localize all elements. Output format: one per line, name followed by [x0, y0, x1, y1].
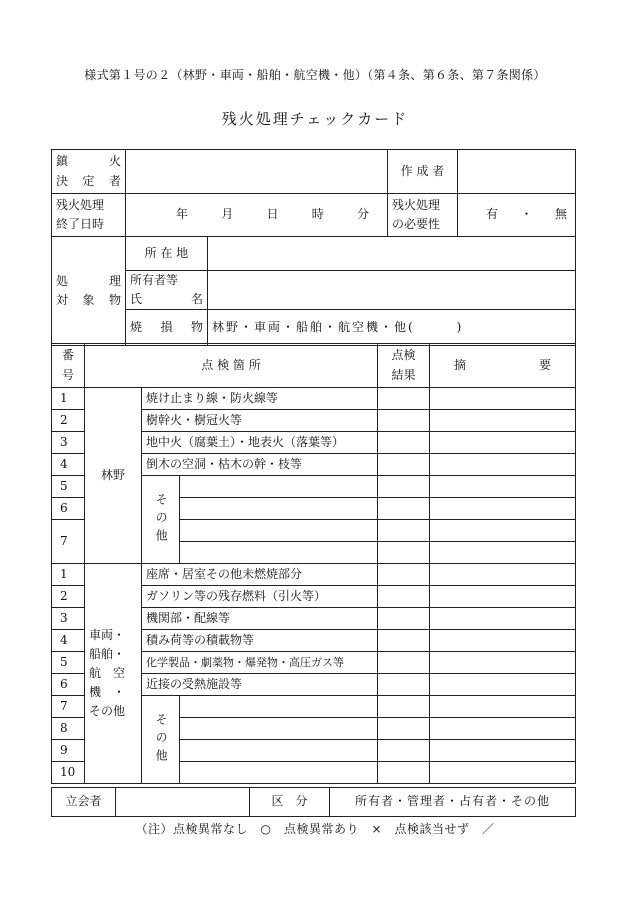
notes-cell[interactable]	[430, 718, 576, 740]
decider-label: 鎮 火 決 定 者	[52, 150, 126, 194]
result-cell[interactable]	[378, 498, 430, 520]
vehicle-item: ガソリン等の残存燃料（引火等）	[142, 586, 378, 608]
vehicle-group-label: 車両・ 船舶・ 航 空 機 ・ その他	[85, 564, 142, 784]
author-label: 作 成 者	[388, 150, 458, 194]
necessity-field[interactable]: 有 ・ 無	[458, 194, 576, 237]
forest-item: 樹幹火・樹冠火等	[142, 410, 378, 432]
owner-label: 所有者等 氏 名	[126, 271, 208, 310]
notes-header: 摘 要	[430, 344, 576, 388]
result-cell[interactable]	[378, 696, 430, 718]
notes-cell[interactable]	[430, 762, 576, 784]
notes-cell[interactable]	[430, 586, 576, 608]
vehicle-other-field[interactable]	[180, 696, 378, 718]
notes-cell[interactable]	[430, 564, 576, 586]
result-cell[interactable]	[378, 652, 430, 674]
notes-cell[interactable]	[430, 630, 576, 652]
object-label: 処 理 対 象 物	[52, 237, 126, 346]
points-header: 点 検 箇 所	[85, 344, 378, 388]
category-label: 区 分	[250, 788, 330, 817]
vehicle-other-field[interactable]	[180, 718, 378, 740]
notes-cell[interactable]	[430, 608, 576, 630]
result-cell[interactable]	[378, 476, 430, 498]
result-cell[interactable]	[378, 586, 430, 608]
forest-row-number: 4	[52, 454, 85, 476]
result-cell[interactable]	[378, 520, 430, 542]
forest-other-field[interactable]	[180, 476, 378, 498]
notes-cell[interactable]	[430, 388, 576, 410]
vehicle-row-number: 4	[52, 630, 85, 652]
forest-other-field[interactable]	[180, 542, 378, 564]
vehicle-row-number: 6	[52, 674, 85, 696]
page-title: 残火処理チェックカード	[221, 110, 409, 128]
forest-item: 焼け止まり線・防火線等	[142, 388, 378, 410]
forest-row-number: 5	[52, 476, 85, 498]
vehicle-item: 機関部・配線等	[142, 608, 378, 630]
vehicle-item: 化学製品・劇薬物・爆発物・高圧ガス等	[142, 652, 378, 674]
result-cell[interactable]	[378, 388, 430, 410]
vehicle-other-field[interactable]	[180, 740, 378, 762]
author-field[interactable]	[458, 150, 576, 194]
result-cell[interactable]	[378, 432, 430, 454]
vehicle-item: 座席・居室その他未燃焼部分	[142, 564, 378, 586]
forest-row-number: 2	[52, 410, 85, 432]
location-field[interactable]	[208, 237, 576, 271]
vehicle-row-number: 8	[52, 718, 85, 740]
end-datetime-label: 残火処理 終了日時	[52, 194, 126, 237]
forest-other-field[interactable]	[180, 498, 378, 520]
notes-cell[interactable]	[430, 520, 576, 542]
result-cell[interactable]	[378, 564, 430, 586]
forest-row-number: 7	[52, 520, 85, 564]
decider-field[interactable]	[126, 150, 388, 194]
forest-item: 倒木の空洞・枯木の幹・枝等	[142, 454, 378, 476]
forest-row-number: 1	[52, 388, 85, 410]
notes-cell[interactable]	[430, 410, 576, 432]
vehicle-row-number: 9	[52, 740, 85, 762]
number-header: 番 号	[52, 344, 85, 388]
vehicle-row-number: 5	[52, 652, 85, 674]
notes-cell[interactable]	[430, 476, 576, 498]
forest-item: 地中火（腐葉土）・地表火（落葉等）	[142, 432, 378, 454]
vehicle-row-number: 1	[52, 564, 85, 586]
location-label: 所 在 地	[126, 237, 208, 271]
result-cell[interactable]	[378, 718, 430, 740]
vehicle-row-number: 7	[52, 696, 85, 718]
result-cell[interactable]	[378, 608, 430, 630]
legend-note: （注）点検異常なし ○ 点検異常あり × 点検該当せず ／	[135, 822, 495, 836]
necessity-label: 残火処理 の必要性	[388, 194, 458, 237]
notes-cell[interactable]	[430, 498, 576, 520]
result-cell[interactable]	[378, 410, 430, 432]
notes-cell[interactable]	[430, 740, 576, 762]
top-info-table	[51, 149, 576, 346]
vehicle-item: 近接の受熱施設等	[142, 674, 378, 696]
result-cell[interactable]	[378, 762, 430, 784]
witness-label: 立会者	[52, 788, 116, 817]
vehicle-item: 積み荷等の積載物等	[142, 630, 378, 652]
category-value[interactable]: 所有者・管理者・占有者・その他	[330, 788, 576, 817]
forest-row-number: 6	[52, 498, 85, 520]
notes-cell[interactable]	[430, 696, 576, 718]
forest-other-label: その他	[142, 476, 180, 564]
vehicle-row-number: 2	[52, 586, 85, 608]
burned-value[interactable]: 林野・車両・船舶・航空機・他( )	[208, 310, 576, 346]
check-table	[51, 343, 576, 784]
vehicle-other-label: その他	[142, 696, 180, 784]
vehicle-row-number: 3	[52, 608, 85, 630]
owner-field[interactable]	[208, 271, 576, 310]
form-number-header: 様式第１号の２（林野・車両・船舶・航空機・他）（第４条、第６条、第７条関係）	[84, 68, 546, 82]
burned-label: 焼 損 物	[126, 310, 208, 346]
result-cell[interactable]	[378, 740, 430, 762]
witness-field[interactable]	[116, 788, 250, 817]
result-cell[interactable]	[378, 454, 430, 476]
notes-cell[interactable]	[430, 432, 576, 454]
forest-other-field[interactable]	[180, 520, 378, 542]
notes-cell[interactable]	[430, 674, 576, 696]
result-header: 点検 結果	[378, 344, 430, 388]
vehicle-other-field[interactable]	[180, 762, 378, 784]
notes-cell[interactable]	[430, 454, 576, 476]
forest-group-label: 林野	[85, 388, 142, 564]
forest-row-number: 3	[52, 432, 85, 454]
result-cell[interactable]	[378, 630, 430, 652]
witness-table	[51, 787, 576, 817]
notes-cell[interactable]	[430, 542, 576, 564]
vehicle-row-number: 10	[52, 762, 85, 784]
result-cell[interactable]	[378, 674, 430, 696]
notes-cell[interactable]	[430, 652, 576, 674]
end-datetime-field[interactable]: 年 月 日 時 分	[126, 194, 388, 237]
result-cell[interactable]	[378, 542, 430, 564]
